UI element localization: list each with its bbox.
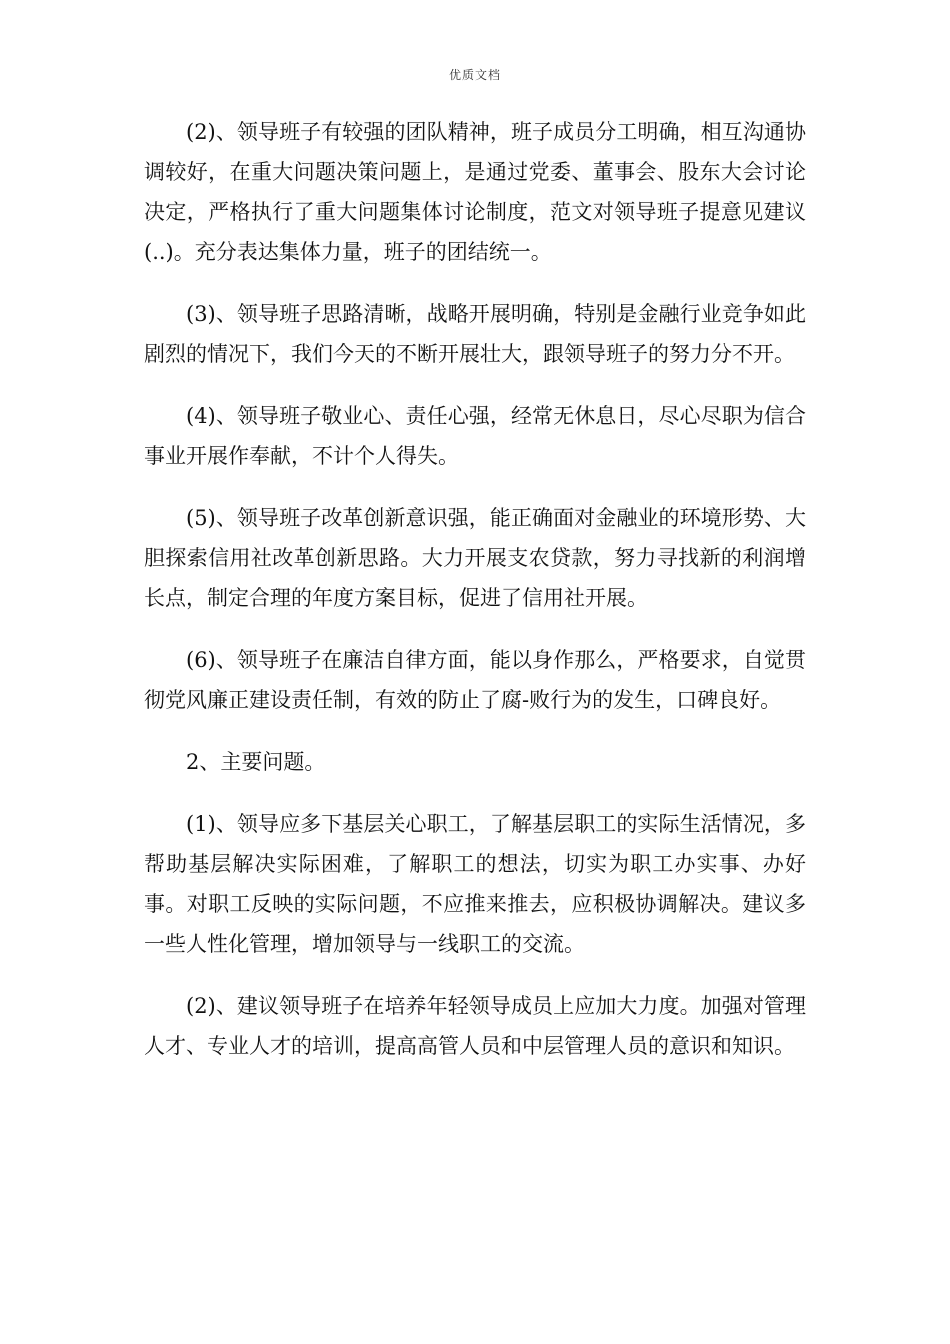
paragraph-clear-strategy: (3)、领导班子思路清晰，战略开展明确，特别是金融行业竞争如此剧烈的情况下，我们今天的不断开展壮大，跟领导班子的努力分不开。 bbox=[144, 302, 806, 366]
section-heading-main-problems: 2、主要问题。 bbox=[186, 750, 326, 774]
page-header: 优质文档 bbox=[448, 68, 501, 82]
paragraph-innovation: (5)、领导班子改革创新意识强，能正确面对金融业的环境形势、大胆探索信用社改革创新思路。大力开展支农贷款，努力寻找新的利润增长点，制定合理的年度方案目标，促进了信用社开展。 bbox=[144, 506, 806, 610]
paragraph-young-leaders: (2)、建议领导班子在培养年轻领导成员上应加大力度。加强对管理人才、专业人才的培训，提高高管人员和中层管理人员的意识和知识。 bbox=[144, 994, 806, 1058]
paragraph-team-spirit: (2)、领导班子有较强的团队精神，班子成员分工明确，相互沟通协调较好，在重大问题决策问题上，是通过党委、董事会、股东大会讨论决定，严格执行了重大问题集体讨论制度，范文对领导班子提意见建议(..)。充分表达集体力量，班子的团结统一。 bbox=[144, 120, 806, 264]
paragraph-integrity: (6)、领导班子在廉洁自律方面，能以身作那么，严格要求，自觉贯彻党风廉正建设责任制，有效的防止了腐-败行为的发生，口碑良好。 bbox=[144, 648, 806, 712]
paragraph-dedication: (4)、领导班子敬业心、责任心强，经常无休息日，尽心尽职为信合事业开展作奉献，不计个人得失。 bbox=[144, 404, 806, 468]
document-body bbox=[144, 112, 806, 1088]
paragraph-grassroots-care: (1)、领导应多下基层关心职工，了解基层职工的实际生活情况，多帮助基层解决实际困难，了解职工的想法，切实为职工办实事、办好事。对职工反映的实际问题，不应推来推去，应积极协调解决。建议多一些人性化管理，增加领导与一线职工的交流。 bbox=[144, 812, 806, 956]
